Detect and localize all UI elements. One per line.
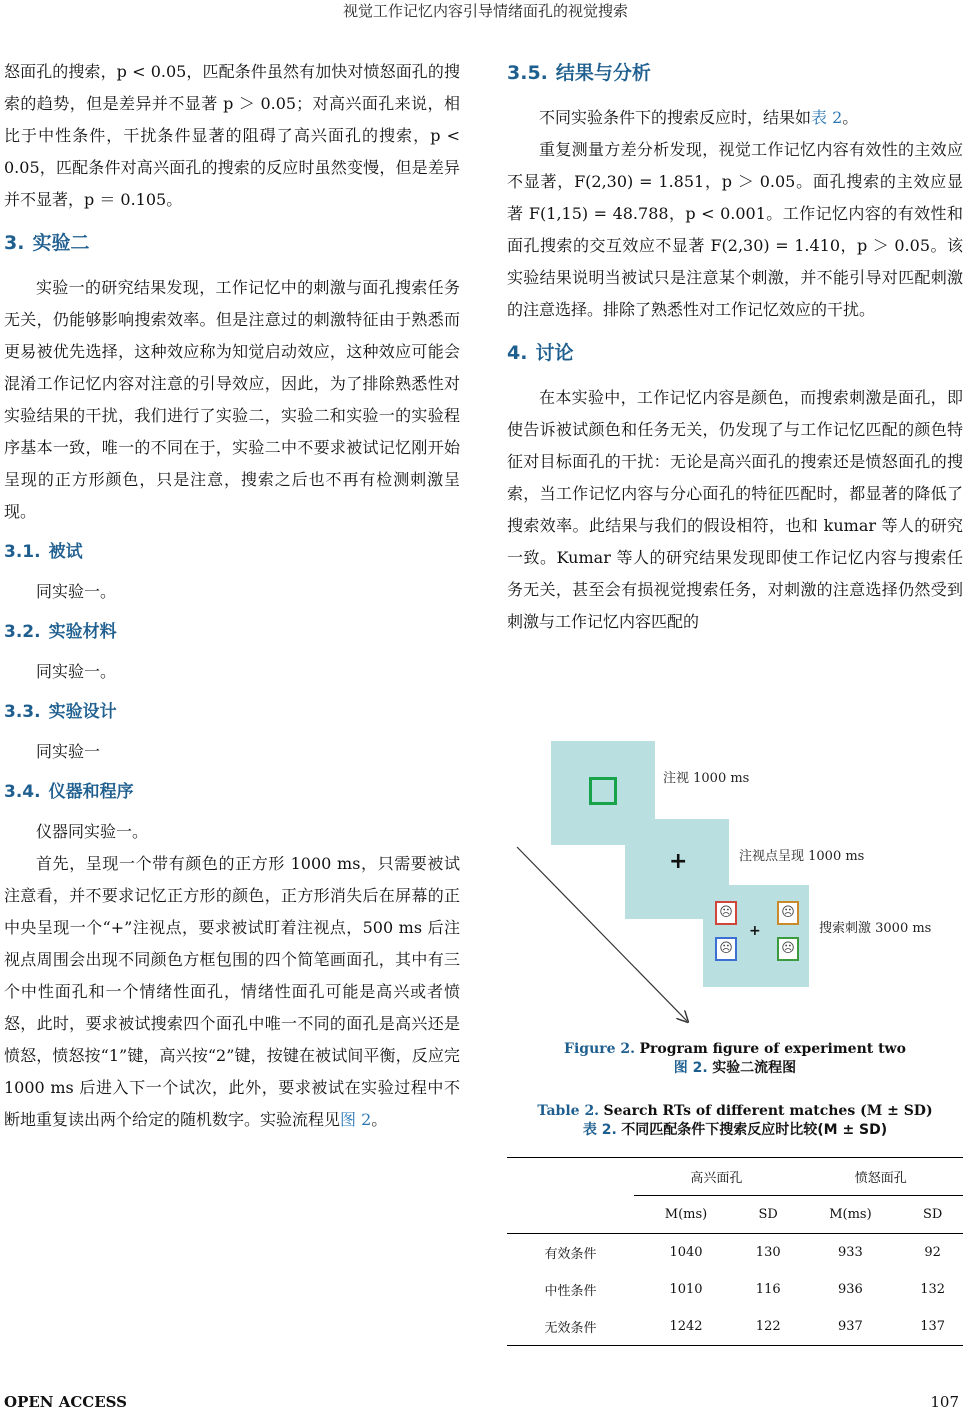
face-icon: ☹ <box>777 937 799 961</box>
row-label: 无效条件 <box>507 1308 634 1346</box>
row-label: 有效条件 <box>544 1247 597 1262</box>
table-2-caption-en <box>507 1102 963 1120</box>
table-2-caption-zh <box>507 1121 963 1139</box>
section-number: 3.5. <box>507 62 548 84</box>
section-number: 3. <box>4 232 25 254</box>
caption-text: Search RTs of different matches (M ± SD) <box>603 1103 933 1119</box>
cell-happy-mean: 1242 <box>634 1308 738 1346</box>
paragraph-text: 首先，呈现一个带有颜色的正方形 1000 ms，只需要被试注意看，并不要求记忆正方形的颜色，正方形消失后在屏幕的正中央呈现一个“+”注视点，要求被试盯着注视点，500 ms 后注视点周围会出现不同颜色方框包围的四个简笔画面孔，其中有三个中性面孔和一个情绪性面孔，情绪性面孔可能是高兴或者愤怒，此时，要求被试搜索四个面孔中唯一不同的面孔是高兴还是愤怒，愤怒按“1”键，高兴按“2”键，按键在被试间平衡，反应完 1000 ms 后进入下一个试次，此外，要求被试在实验过程中不断地重复读出两个给定的随机数字。实验流程见 <box>4 854 460 1129</box>
table-corner <box>507 1158 634 1196</box>
caption-text: Program figure of experiment two <box>639 1041 906 1057</box>
paragraph-text: 不同实验条件下的搜索反应时，结果如 <box>539 108 812 127</box>
face-icon: ☹ <box>715 901 737 925</box>
header-angry-faces: 愤怒面孔 <box>799 1158 963 1196</box>
section-3-2-paragraph: 同实验一。 <box>36 662 117 681</box>
results-table <box>507 1157 963 1346</box>
section-number: 3.2. <box>4 622 41 642</box>
section-3-5-paragraph-2: 重复测量方差分析发现，视觉工作记忆内容有效性的主效应不显著，F(2,30) = 1.851，p ＞ 0.05。面孔搜索的主效应显著 F(1,15) = 48.788，p < 0.001。工作记忆内容的有效性和面孔搜索的交互效应不显著 F(2,30) = 1.410，p ＞ 0.05。该实验结果说明当被试只是注意某个刺激，并不能引导对匹配刺激的注意选择。排除了熟悉性对工作记忆效应的干扰。 <box>507 140 963 319</box>
section-3-3-paragraph: 同实验一 <box>36 742 101 761</box>
caption-prefix: Table 2. <box>537 1103 600 1119</box>
green-square <box>589 777 617 805</box>
label-search-stimulus: 搜索刺激 3000 ms <box>819 921 932 936</box>
header-happy-faces: 高兴面孔 <box>634 1158 798 1196</box>
row-label: 中性条件 <box>544 1284 597 1299</box>
table-row <box>507 1234 963 1272</box>
section-title: 仪器和程序 <box>48 782 134 802</box>
table-row <box>507 1308 963 1346</box>
page-number: 107 <box>930 1393 959 1411</box>
section-3-1-paragraph: 同实验一。 <box>36 582 117 601</box>
cell-angry-mean: 936 <box>838 1282 863 1297</box>
cell-angry-mean: 933 <box>838 1245 863 1260</box>
search-stimulus-panel <box>703 885 809 987</box>
paragraph-end: 。 <box>371 1110 388 1129</box>
section-3-5-paragraph-1 <box>507 102 963 134</box>
label-fixate: 注视 1000 ms <box>663 771 750 786</box>
section-title: 讨论 <box>535 342 574 364</box>
section-title: 实验二 <box>32 232 90 254</box>
header-sd: SD <box>902 1196 963 1234</box>
footer-open-access: OPEN ACCESS <box>4 1393 127 1411</box>
section-title: 结果与分析 <box>555 62 651 84</box>
caption-prefix: 图 2. <box>673 1060 708 1076</box>
face-icon: ☹ <box>777 901 799 925</box>
cell-happy-sd: 130 <box>755 1245 781 1260</box>
figure-2-link[interactable]: 图 2 <box>340 1110 372 1129</box>
section-3-4-heading <box>4 778 460 806</box>
face-icon: ☹ <box>715 937 737 961</box>
caption-prefix: 表 2. <box>582 1122 617 1138</box>
cell-angry-mean: 937 <box>799 1308 903 1346</box>
section-3-5-heading <box>507 58 963 88</box>
paragraph-continued: 怒面孔的搜索，p < 0.05，匹配条件虽然有加快对愤怒面孔的搜索的趋势，但是差异并不显著 p ＞ 0.05；对高兴面孔来说，相比于中性条件，干扰条件显著的阻碍了高兴面孔的搜索，p < 0.05，匹配条件对高兴面孔的搜索的反应时虽然变慢，但是差异并不显著，p ＝ 0.105。 <box>4 62 460 209</box>
section-3-3-heading <box>4 698 460 726</box>
cell-happy-sd: 116 <box>755 1282 781 1297</box>
section-number: 3.4. <box>4 782 41 802</box>
cell-angry-sd: 92 <box>924 1245 941 1260</box>
section-4-paragraph: 在本实验中，工作记忆内容是颜色，而搜索刺激是面孔，即使告诉被试颜色和任务无关，仍发现了与工作记忆匹配的颜色特征对目标面孔的干扰：无论是高兴面孔的搜索还是愤怒面孔的搜索，当工作记忆内容与分心面孔的特征匹配时，都显著的降低了搜索效率。此结果与我们的假设相符，也和 kumar 等人的研究一致。Kumar 等人的研究结果发现即使工作记忆内容与搜索任务无关，甚至会有损视觉搜索任务，对刺激的注意选择仍然受到刺激与工作记忆内容匹配的 <box>507 388 963 631</box>
cell-happy-sd: 122 <box>738 1308 799 1346</box>
left-column <box>4 56 460 1142</box>
running-header: 视觉工作记忆内容引导情绪面孔的视觉搜索 <box>342 2 628 20</box>
section-4-heading <box>507 338 963 368</box>
caption-prefix: Figure 2. <box>564 1041 636 1057</box>
cell-happy-mean: 1040 <box>669 1245 703 1260</box>
cell-angry-sd: 137 <box>902 1308 963 1346</box>
section-number: 3.1. <box>4 542 41 562</box>
cell-angry-sd: 132 <box>920 1282 946 1297</box>
section-number: 4. <box>507 342 528 364</box>
fixation-cross: + <box>749 923 761 939</box>
section-3-paragraph: 实验一的研究结果发现，工作记忆中的刺激与面孔搜索任务无关，仍能够影响搜索效率。但是注意过的刺激特征由于熟悉而更易被优先选择，这种效应称为知觉启动效应，这种效应可能会混淆工作记忆内容对注意的引导效应，因此，为了排除熟悉性对实验结果的干扰，我们进行了实验二，实验二和实验一的实验程序基本一致，唯一的不同在于，实验二中不要求被试记忆刚开始呈现的正方形颜色，只是注意，搜索之后也不再有检测刺激呈现。 <box>4 278 460 521</box>
section-number: 3.3. <box>4 702 41 722</box>
section-3-4-paragraph-2 <box>4 848 460 1136</box>
right-column <box>507 56 963 644</box>
section-title: 被试 <box>48 542 83 562</box>
header-sd: SD <box>738 1196 799 1234</box>
section-title: 实验设计 <box>48 702 117 722</box>
fixation-cross: + <box>669 849 688 874</box>
header-mean: M(ms) <box>634 1196 738 1234</box>
header-mean: M(ms) <box>799 1196 903 1234</box>
section-title: 实验材料 <box>48 622 117 642</box>
cell-happy-mean: 1010 <box>669 1282 703 1297</box>
section-3-4-paragraph-1: 仪器同实验一。 <box>36 822 149 841</box>
paragraph-end: 。 <box>842 108 859 127</box>
section-3-1-heading <box>4 538 460 566</box>
table-2-link[interactable]: 表 2 <box>811 108 843 127</box>
section-3-2-heading <box>4 618 460 646</box>
section-3-heading <box>4 228 460 258</box>
figure-2 <box>507 735 963 1035</box>
caption-text: 实验二流程图 <box>712 1060 797 1076</box>
figure-2-caption-en <box>507 1040 963 1058</box>
figure-2-caption-zh <box>507 1059 963 1077</box>
table-row <box>507 1271 963 1308</box>
table-corner <box>507 1196 634 1234</box>
caption-text: 不同匹配条件下搜索反应时比较(M ± SD) <box>621 1122 888 1138</box>
label-fixation-point: 注视点呈现 1000 ms <box>739 849 865 864</box>
